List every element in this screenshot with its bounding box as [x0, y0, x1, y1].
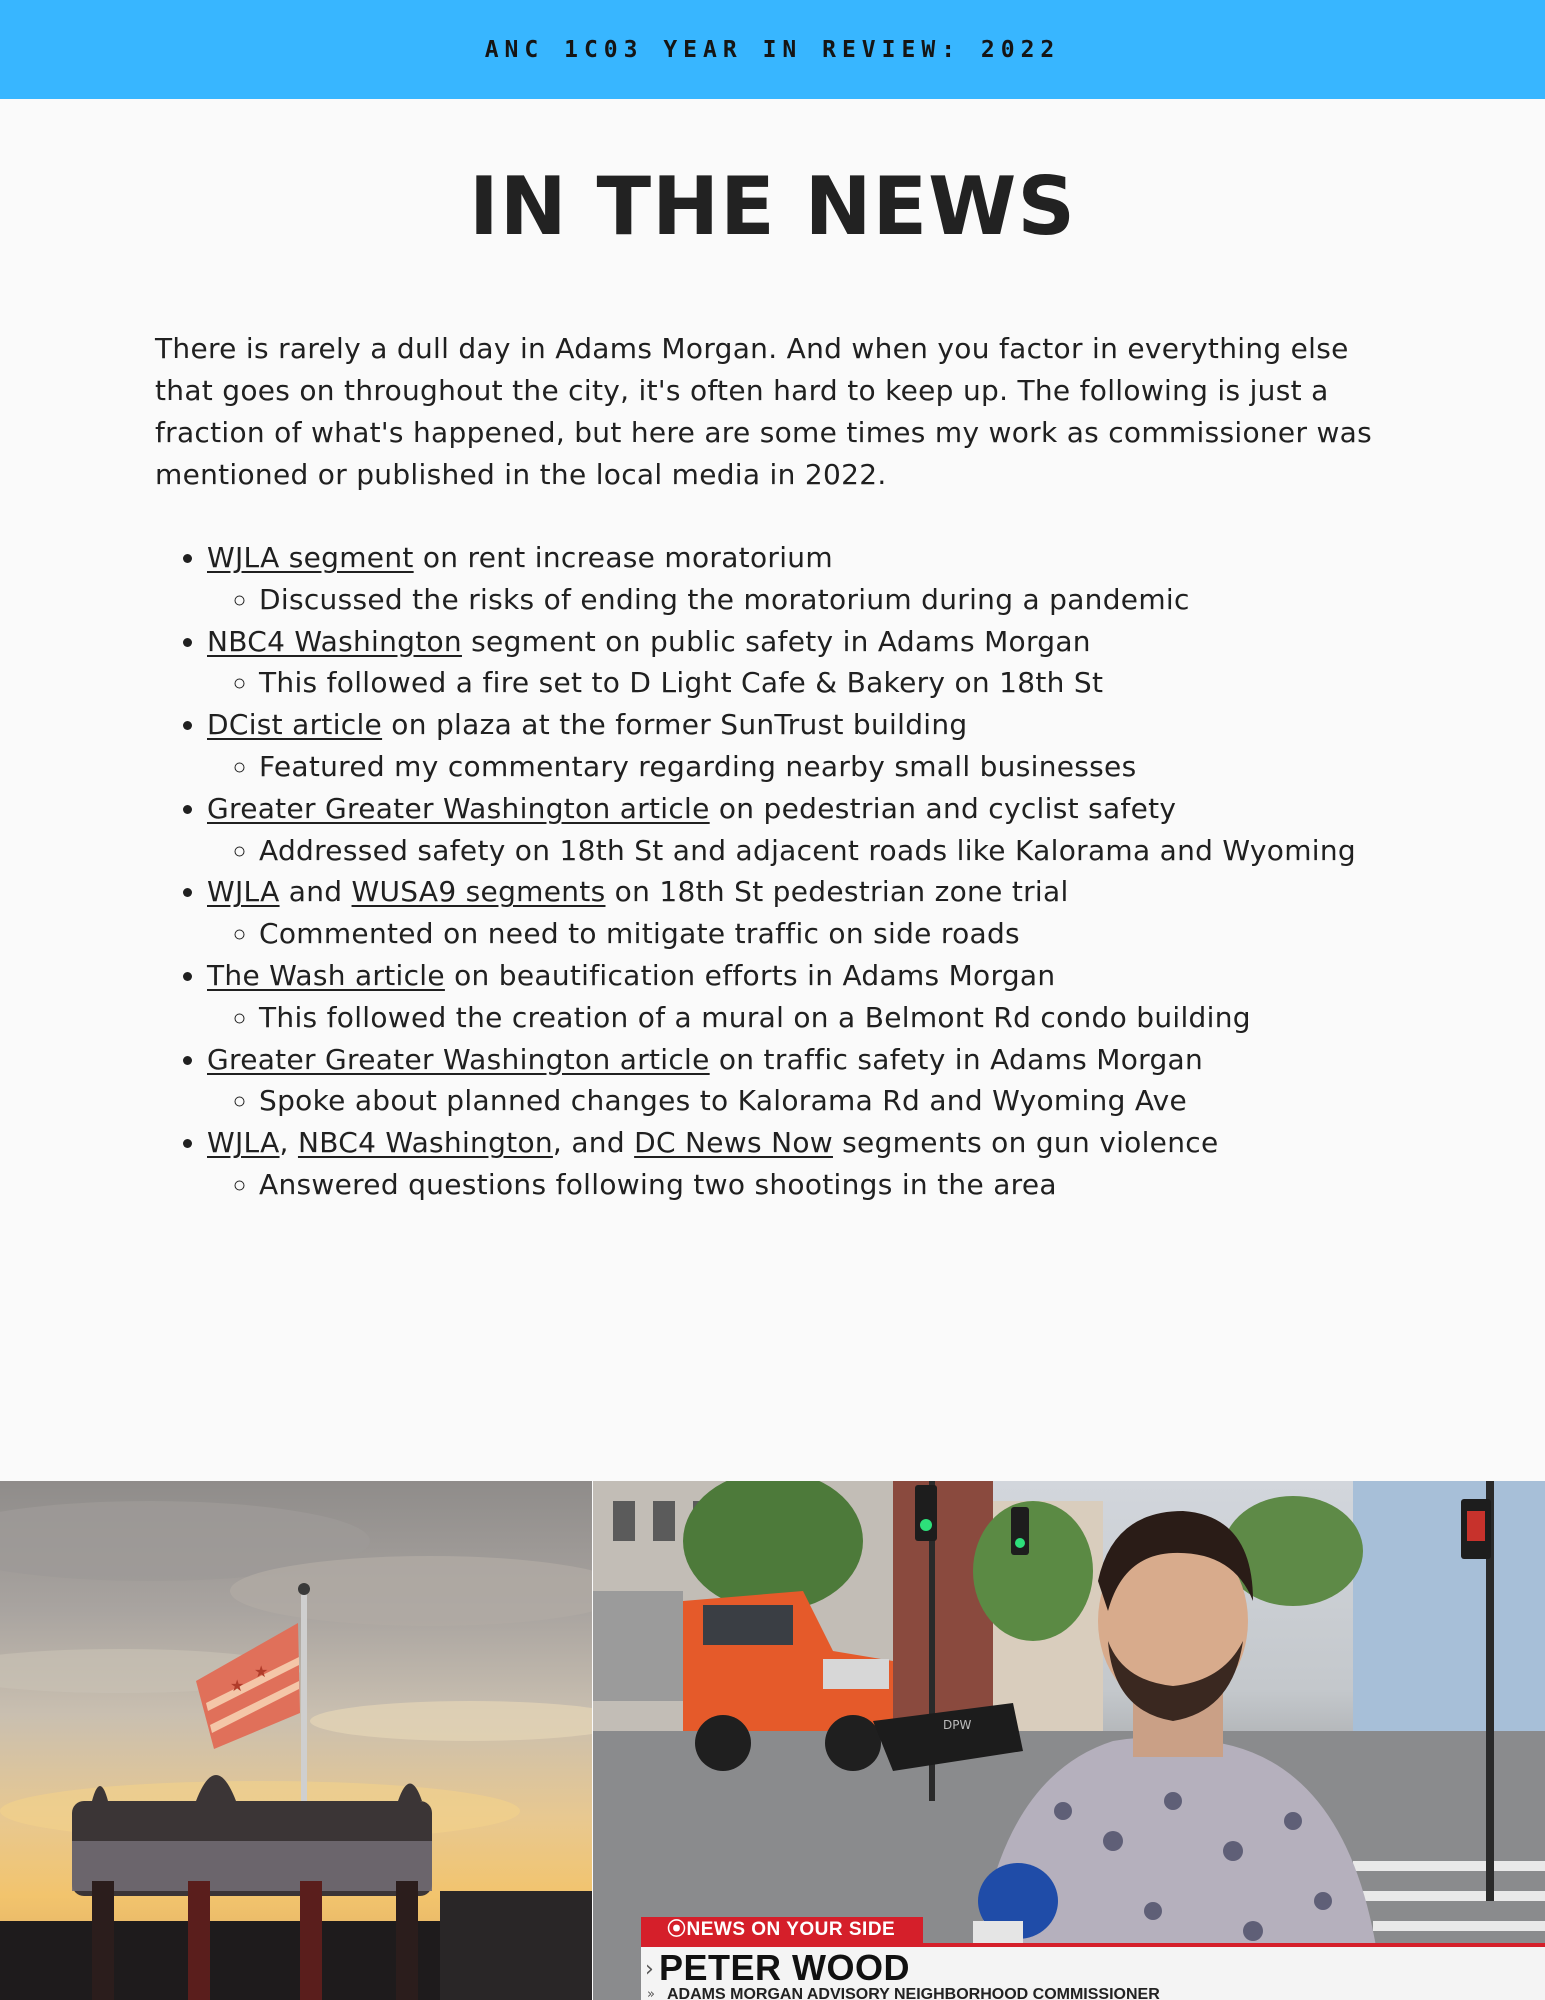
ggw-article-link[interactable]: Greater Greater Washington article — [207, 791, 710, 825]
list-item — [207, 788, 1507, 872]
list-item-text: on traffic safety in Adams Morgan — [709, 1042, 1204, 1076]
sub-list — [207, 997, 1507, 1039]
chevron-right-icon: › — [645, 1957, 654, 1982]
news-caption: ADAMS MORGAN ADVISORY NEIGHBORHOOD COMMISSIONER — [667, 1986, 1160, 2000]
list-item-text: on beautification efforts in Adams Morgan — [444, 958, 1056, 992]
sub-list — [207, 830, 1507, 872]
dc-news-now-link[interactable]: DC News Now — [634, 1126, 833, 1160]
nbc4-gun-violence-link[interactable]: NBC4 Washington — [297, 1126, 553, 1160]
wjla-link[interactable]: WJLA — [207, 875, 280, 909]
banner-title: ANC 1C03 YEAR IN REVIEW: 2022 — [484, 36, 1061, 63]
truck-label: DPW — [943, 1718, 972, 1732]
news-interview-photo — [593, 1481, 1545, 2000]
svg-text:★: ★ — [230, 1676, 245, 1695]
list-item — [207, 955, 1507, 1039]
sub-list-item: ◦ Spoke about planned changes to Kalorama Rd and Wyoming Ave — [259, 1080, 1507, 1122]
sub-list — [207, 662, 1507, 704]
svg-text:★: ★ — [254, 1662, 269, 1681]
sub-list-item: ◦ Addressed safety on 18th St and adjacent roads like Kalorama and Wyoming — [259, 830, 1507, 872]
list-item-text: on 18th St pedestrian zone trial — [605, 875, 1069, 909]
news-name-bar — [641, 1943, 1545, 2000]
sub-list — [207, 1080, 1507, 1122]
news-lower-third — [641, 1917, 1545, 2000]
sub-list-item: ◦ Answered questions following two shootings in the area — [259, 1164, 1507, 1206]
list-item — [207, 704, 1507, 788]
list-item — [207, 1039, 1507, 1123]
list-item-text: , — [279, 1126, 298, 1160]
list-item-text: segments on gun violence — [832, 1126, 1219, 1160]
list-item — [207, 871, 1507, 955]
sub-list — [207, 746, 1507, 788]
list-item — [207, 621, 1507, 705]
dc-flag-sunset-photo — [0, 1481, 592, 2000]
wjla-gun-violence-link[interactable]: WJLA — [207, 1126, 280, 1160]
photo-strip — [0, 1481, 1545, 2000]
list-item-text: and — [279, 875, 352, 909]
sub-list-item: ◦ This followed the creation of a mural on a Belmont Rd condo building — [259, 997, 1507, 1039]
list-item-text: , and — [552, 1126, 635, 1160]
list-item-text: on plaza at the former SunTrust building — [382, 708, 968, 742]
sub-list-item: ◦ Featured my commentary regarding nearby small businesses — [259, 746, 1507, 788]
list-item-text: segment on public safety in Adams Morgan — [461, 624, 1091, 658]
the-wash-article-link[interactable]: The Wash article — [207, 958, 445, 992]
news-badge: ⦿NEWS ON YOUR SIDE — [641, 1917, 923, 1943]
dcist-article-link[interactable]: DCist article — [207, 708, 383, 742]
wjla-segment-link[interactable]: WJLA segment — [207, 541, 414, 574]
news-name: PETER WOOD — [659, 1947, 911, 1988]
nbc4-washington-link[interactable]: NBC4 Washington — [207, 624, 462, 658]
news-list — [155, 537, 1507, 1206]
sub-list — [207, 1164, 1507, 1206]
sub-list-item: ◦ Discussed the risks of ending the moratorium during a pandemic — [259, 579, 1507, 621]
list-item-text: on rent increase moratorium — [413, 541, 833, 574]
sub-list-item: ◦ Commented on need to mitigate traffic on side roads — [259, 913, 1507, 955]
page-heading: IN THE NEWS — [468, 160, 1077, 253]
wusa9-segments-link[interactable]: WUSA9 segments — [351, 875, 606, 909]
top-banner — [0, 0, 1545, 99]
sub-list — [207, 913, 1507, 955]
dc-flag-illustration — [0, 1481, 592, 2000]
double-chevron-icon: » — [647, 1987, 655, 2000]
intro-paragraph: There is rarely a dull day in Adams Morgan. And when you factor in everything else that goes on throughout the city, it's often hard to keep up. The following is just a fraction of what's happened, but here are some times my work as commissioner was mentioned or published in the local media in 2022. — [155, 332, 1373, 491]
list-item-text: on pedestrian and cyclist safety — [709, 791, 1177, 825]
list-item — [207, 1122, 1507, 1206]
list-item — [207, 537, 1507, 621]
ggw-traffic-article-link[interactable]: Greater Greater Washington article — [207, 1042, 710, 1076]
sub-list — [207, 579, 1507, 621]
sub-list-item: ◦ This followed a fire set to D Light Cafe & Bakery on 18th St — [259, 662, 1507, 704]
